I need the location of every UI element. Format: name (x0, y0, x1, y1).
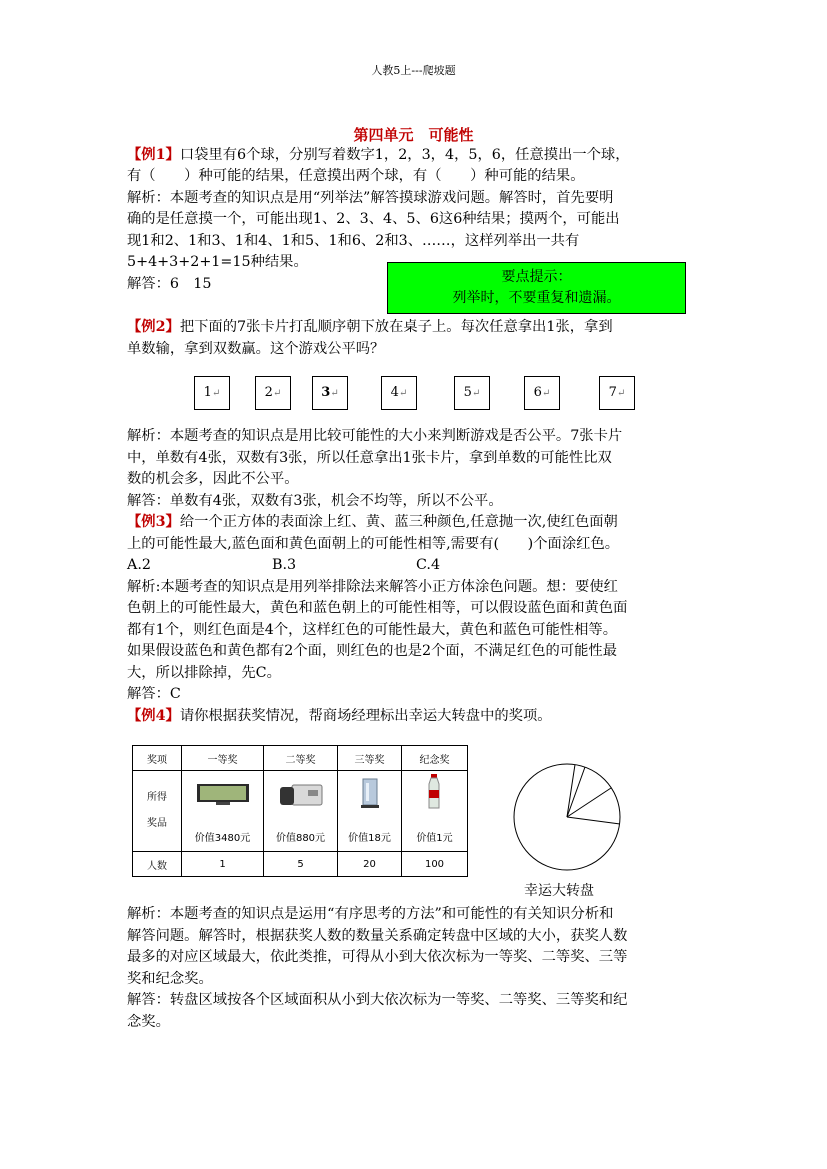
price: 价值880元 (275, 833, 326, 844)
row-label: 所得 奖品 (133, 771, 182, 852)
appliance-icon (278, 781, 324, 807)
ex3-answer: 解答：C (127, 686, 181, 702)
price: 价值18元 (348, 833, 391, 844)
prize-table (132, 745, 468, 877)
tv-icon (196, 783, 250, 805)
ex4-analysis-line3: 最多的对应区域最大，依此类推，可得从小到大依次标为一等奖、二等奖、三等 (127, 949, 628, 965)
header-cell: 奖项 (133, 746, 182, 771)
table-row (133, 771, 468, 852)
count-cell: 100 (402, 852, 468, 877)
ex2-question-line2: 单数输，拿到双数赢。这个游戏公平吗？ (127, 341, 385, 357)
card-6: 6↵ (524, 376, 560, 410)
ex4-analysis-line2: 解答问题。解答时，根据获奖人数的数量关系确定转盘中区域的大小，获奖人数 (127, 928, 628, 944)
ex3-analysis-line1: 解析:本题考查的知识点是用列举排除法来解答小正方体涂色问题。想：要使红 (127, 579, 618, 595)
ex1-question-line2: 有（ ）种可能的结果，任意摸出两个球，有（ ）种可能的结果。 (127, 168, 585, 184)
ex2-answer: 解答：单数有4张，双数有3张，机会不均等，所以不公平。 (127, 493, 503, 509)
card-3: 3↵ (312, 376, 348, 410)
ex4-tag: 【例4】 (127, 708, 180, 724)
card-4: 4↵ (381, 376, 417, 410)
card-2: 2↵ (255, 376, 291, 410)
ex3-tag: 【例3】 (127, 514, 180, 530)
table-row (133, 746, 468, 771)
header-cell: 纪念奖 (402, 746, 468, 771)
count-cell: 5 (264, 852, 338, 877)
ex1-analysis-line3: 现1和2、1和3、1和4、1和5、1和6、2和3、……，这样列举出一共有 (127, 233, 580, 249)
ex2-tag: 【例2】 (127, 319, 180, 335)
ex1-tag: 【例1】 (127, 147, 180, 163)
ex3-question-line1 (127, 512, 707, 533)
ex3-analysis-line2: 色朝上的可能性最大，黄色和蓝色朝上的可能性相等，可以假设蓝色面和黄色面 (127, 600, 628, 616)
wheel-caption: 幸运大转盘 (524, 883, 594, 899)
ex2-analysis-line2: 中，单数有4张，双数有3张，所以任意拿出1张卡片，拿到单数的可能性比双 (127, 450, 612, 466)
ex4-analysis-line1: 解析：本题考查的知识点是运用“有序思考的方法”和可能性的有关知识分析和 (127, 906, 614, 922)
count-cell: 1 (182, 852, 264, 877)
prize-cell-second (264, 771, 338, 852)
count-cell: 20 (338, 852, 402, 877)
header-cell: 一等奖 (182, 746, 264, 771)
ex2-analysis-line1: 解析：本题考查的知识点是用比较可能性的大小来判断游戏是否公平。7张卡片 (127, 428, 623, 444)
ex4-analysis-line4: 奖和纪念奖。 (127, 971, 213, 987)
ex3-option-c: C.4 (416, 557, 441, 573)
card-7: 7↵ (599, 376, 635, 410)
ex1-q1: 口袋里有6个球，分别写着数字1，2，3，4，5，6，任意摸出一个球， (179, 147, 630, 163)
ex3-q1: 给一个正方体的表面涂上红、黄、蓝三种颜色,任意抛一次,使红色面朝 (179, 514, 618, 530)
table-row (133, 852, 468, 877)
ex1-analysis-line1: 解析：本题考查的知识点是用“列举法”解答摸球游戏问题。解答时，首先要明 (127, 190, 614, 206)
ex3-option-b: B.3 (272, 557, 297, 573)
ex2-q1: 把下面的7张卡片打乱顺序朝下放在桌子上。每次任意拿出1张，拿到 (179, 319, 613, 335)
card-1: 1↵ (194, 376, 230, 410)
prize-cell-third (338, 771, 402, 852)
price: 价值1元 (416, 833, 453, 844)
ex4-answer-line2: 念奖。 (127, 1014, 170, 1030)
ex4-q1: 请你根据获奖情况，帮商场经理标出幸运大转盘中的奖项。 (179, 708, 552, 724)
ex2-question-line1 (127, 317, 707, 338)
header-cell: 三等奖 (338, 746, 402, 771)
lucky-wheel (512, 762, 622, 872)
ex3-analysis-line4: 如果假设蓝色和黄色都有2个面，则红色的也是2个面，不满足红色的可能性最 (127, 643, 617, 659)
hint-title: 要点提示： (501, 269, 572, 285)
ex3-analysis-line3: 都有1个，则红色面是4个，这样红色的可能性最大，黄色和蓝色可能性相等。 (127, 622, 617, 638)
hint-box (387, 262, 686, 314)
card-5: 5↵ (454, 376, 490, 410)
ex3-option-a: A.2 (127, 557, 151, 573)
row-label: 人数 (133, 852, 182, 877)
ex2-analysis-line3: 数的机会多，因此不公平。 (127, 471, 299, 487)
ex1-question-line1 (127, 145, 707, 166)
ex1-analysis-line4: 5+4+3+2+1=15种结果。 (127, 254, 308, 270)
prize-cell-souvenir (402, 771, 468, 852)
ex4-question (127, 706, 707, 727)
ex3-analysis-line5: 大，所以排除掉，先C。 (127, 665, 281, 681)
bottle-icon (426, 774, 442, 810)
ex4-answer-line1: 解答：转盘区域按各个区域面积从小到大依次标为一等奖、二等奖、三等奖和纪 (127, 992, 628, 1008)
hint-text: 列举时，不要重复和遗漏。 (452, 290, 621, 306)
page-header: 人教5上---爬坡题 (371, 64, 456, 77)
unit-title: 第四单元 可能性 (353, 126, 474, 144)
prize-cell-first (182, 771, 264, 852)
cup-icon (359, 777, 381, 809)
ex1-answer: 解答：6 15 (127, 276, 212, 292)
header-cell: 二等奖 (264, 746, 338, 771)
ex1-analysis-line2: 确的是任意摸一个，可能出现1、2、3、4、5、6这6种结果；摸两个，可能出 (127, 211, 620, 227)
ex3-question-line2: 上的可能性最大,蓝色面和黄色面朝上的可能性相等,需要有( )个面涂红色。 (127, 536, 620, 552)
price: 价值3480元 (194, 833, 251, 844)
